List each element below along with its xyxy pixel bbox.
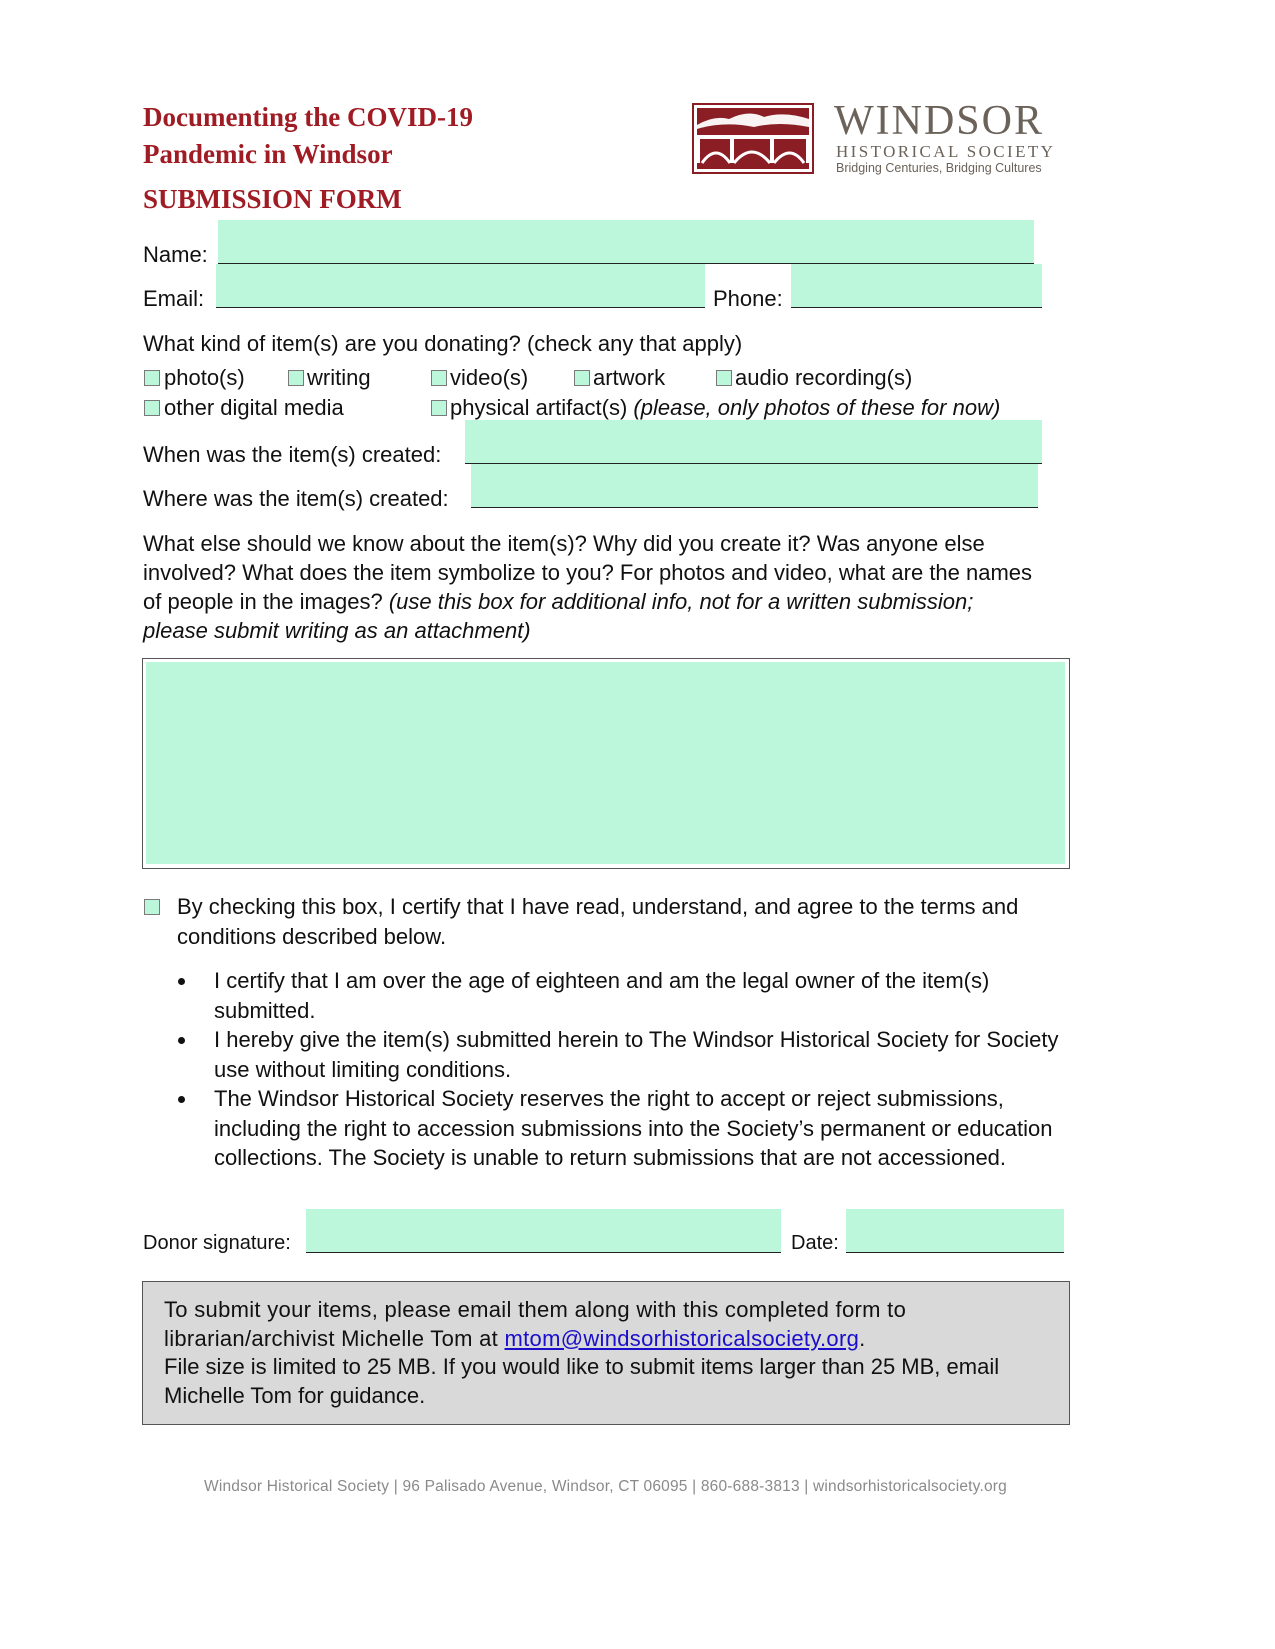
item-type-question: What kind of item(s) are you donating? (check any that apply) [143,331,743,356]
submit-instructions-period: . [859,1325,866,1351]
photo-checkbox[interactable] [144,370,160,386]
logo-wordmark: WINDSOR [834,98,1044,144]
details-textarea[interactable] [146,662,1065,864]
terms-item-text: I hereby give the item(s) submitted herein to The Windsor Historical Society for Society use without limiting conditions. [214,1027,1059,1082]
terms-list [138,966,1073,1173]
other-digital-option-label: other digital media [164,395,344,420]
video-checkbox[interactable] [431,370,447,386]
video-option-label: video(s) [450,365,529,390]
details-question-note: (use this box for additional info, not for a written submission; please submit writing as an attachment) [143,589,974,643]
society-logo [692,103,814,174]
document-title [143,99,473,173]
details-box [142,658,1070,869]
name-input[interactable] [218,220,1034,264]
title-line-2: Pandemic in Windsor [143,139,393,169]
when-input[interactable] [465,420,1042,464]
certify-statement: By checking this box, I certify that I have read, understand, and agree to the terms and conditions described below. [177,894,1019,949]
writing-option-label: writing [307,365,371,390]
email-label: Email: [143,286,205,311]
submit-instructions-text: To submit your items, please email them along with this completed form to librarian/archivist Michelle Tom at [164,1297,907,1351]
logo-tagline: Bridging Centuries, Bridging Cultures [836,161,1042,175]
title-line-1: Documenting the COVID-19 [143,102,473,132]
bridge-logo-icon [694,105,812,172]
submit-instructions-box [142,1281,1070,1425]
audio-checkbox[interactable] [716,370,732,386]
phone-input[interactable] [791,264,1042,308]
terms-item [138,1084,1073,1173]
writing-checkbox[interactable] [288,370,304,386]
date-input[interactable] [846,1209,1064,1253]
form-subtitle: SUBMISSION FORM [143,184,402,214]
logo-subname: HISTORICAL SOCIETY [836,142,1056,161]
name-label: Name: [143,242,208,267]
bullet-icon [178,1096,185,1103]
bullet-icon [178,978,185,985]
when-label: When was the item(s) created: [143,442,442,467]
where-underline [471,507,1038,508]
file-size-note: File size is limited to 25 MB. If you would like to submit items larger than 25 MB, email Michelle Tom for guidance. [164,1354,1000,1408]
artifact-option-text: physical artifact(s) [450,395,628,420]
other-digital-checkbox[interactable] [144,400,160,416]
artifact-checkbox[interactable] [431,400,447,416]
details-question [143,529,1043,645]
donor-signature-label: Donor signature: [143,1232,291,1254]
where-input[interactable] [471,464,1038,508]
artwork-option-label: artwork [593,365,666,390]
artifact-option-label [450,395,1000,421]
terms-item [138,1025,1073,1084]
terms-item-text: I certify that I am over the age of eighteen and am the legal owner of the item(s) submitted. [214,968,990,1023]
phone-label: Phone: [713,286,783,311]
email-underline [216,307,705,308]
audio-option-label: audio recording(s) [735,365,913,390]
archivist-email-link[interactable]: mtom@windsorhistoricalsociety.org [504,1325,860,1351]
certify-checkbox[interactable] [144,899,160,915]
email-input[interactable] [216,264,705,308]
details-question-rest: Why did you create it? Was anyone else involved? What does the item symbolize to you? For photos and video, what are the names of people in the images? [143,531,1033,614]
date-underline [846,1252,1064,1253]
signature-underline [306,1252,781,1253]
bullet-icon [178,1037,185,1044]
terms-item-text: The Windsor Historical Society reserves the right to accept or reject submissions, including the right to accession submissions into the Society’s permanent or education collections. The Society is unable to return submissions that are not accessioned. [214,1086,1053,1170]
photo-option-label: photo(s) [164,365,245,390]
terms-item [138,966,1073,1025]
page-footer: Windsor Historical Society | 96 Palisado Avenue, Windsor, CT 06095 | 860-688-3813 | windsorhistoricalsociety.org [204,1478,1007,1495]
details-question-bold: What else should we know about the item(s)? [143,531,587,556]
where-label: Where was the item(s) created: [143,486,449,511]
date-label: Date: [791,1232,839,1254]
phone-underline [791,307,1042,308]
submit-instructions-line1 [164,1296,1049,1353]
artifact-note: (please, only photos of these for now) [633,395,1001,420]
donor-signature-input[interactable] [306,1209,781,1253]
artwork-checkbox[interactable] [574,370,590,386]
